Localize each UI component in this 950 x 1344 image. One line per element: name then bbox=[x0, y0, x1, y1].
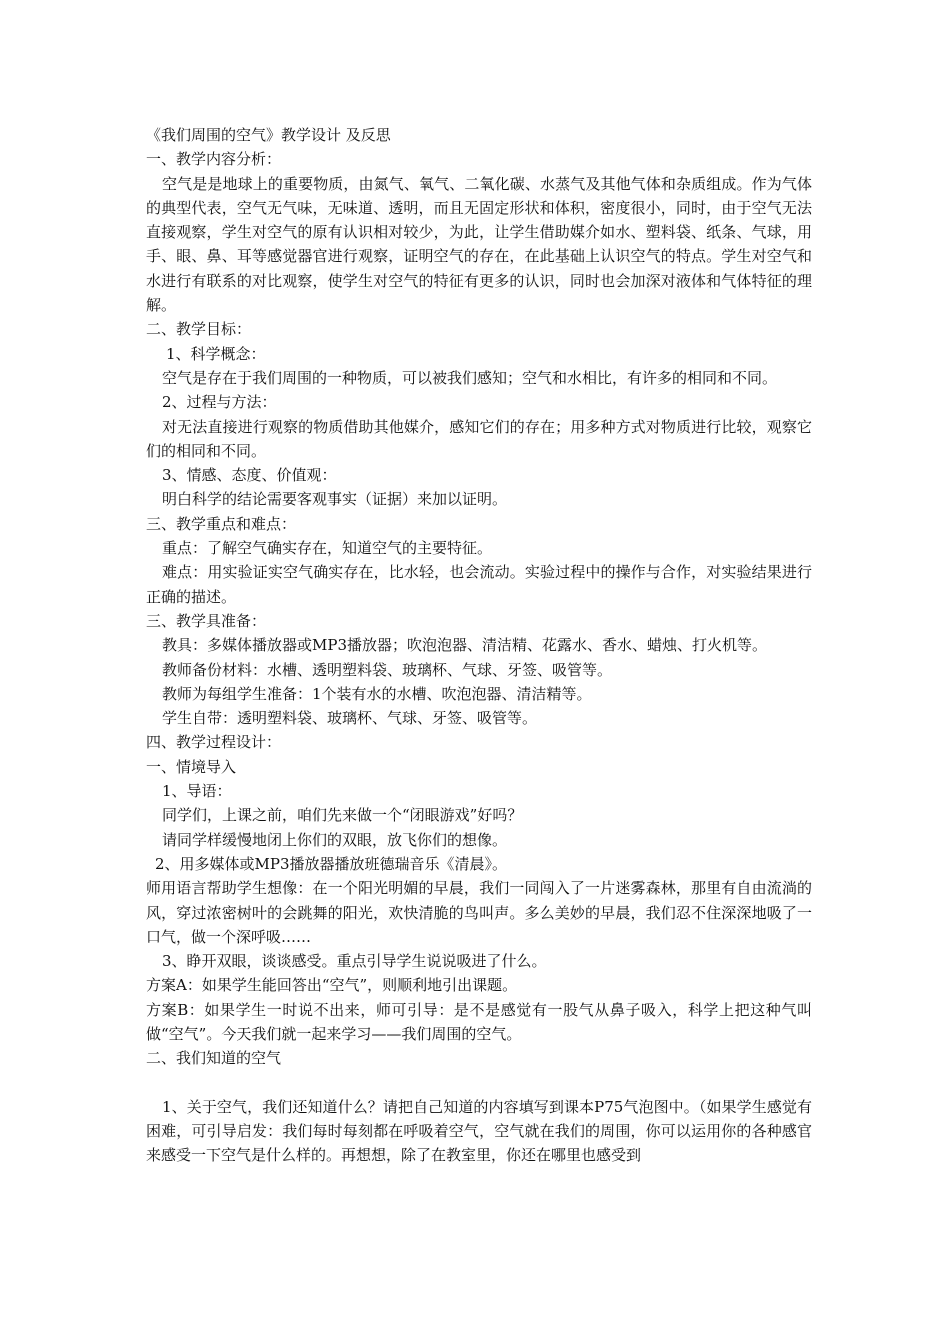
document-paragraph: 三、教学具准备： bbox=[146, 611, 267, 630]
document-paragraph: 1、关于空气，我们还知道什么？请把自己知道的内容填写到课本P75气泡图中。（如果学生感觉有困难，可引导启发：我们每时每刻都在呼吸着空气，空气就在我们的周围，你可以运用你的各种感官来感受一下空气是什么样的。再想想，除了在教室里，你还在哪里也感受到 bbox=[146, 1097, 812, 1165]
document-paragraph: 3、睁开双眼，谈谈感受。重点引导学生说说吸进了什么。 bbox=[162, 952, 547, 971]
document-paragraph: 1、导语： bbox=[162, 782, 232, 801]
document-paragraph: 重点：了解空气确实存在，知道空气的主要特征。 bbox=[162, 539, 493, 558]
document-paragraph: 教师备份材料：水槽、透明塑料袋、玻璃杯、气球、牙签、吸管等。 bbox=[162, 660, 613, 679]
document-paragraph: 教具：多媒体播放器或MP3播放器；吹泡泡器、清洁精、花露水、香水、蜡烛、打火机等。 bbox=[162, 636, 767, 655]
document-paragraph: 2、过程与方法： bbox=[162, 393, 277, 412]
document-body bbox=[146, 123, 812, 1168]
document-paragraph: 2、用多媒体或MP3播放器播放班德瑞音乐《清晨》。 bbox=[155, 854, 508, 873]
document-paragraph: 学生自带：透明塑料袋、玻璃杯、气球、牙签、吸管等。 bbox=[162, 709, 538, 728]
document-paragraph: 1、科学概念： bbox=[166, 344, 266, 363]
document-paragraph: 一、情境导入 bbox=[146, 757, 237, 776]
document-paragraph: 空气是是地球上的重要物质，由氮气、氧气、二氧化碳、水蒸气及其他气体和杂质组成。作为气体的典型代表，空气无气味，无味道、透明，而且无固定形状和体积，密度很小，同时，由于空气无法直接观察，学生对空气的原有认识相对较少，为此，让学生借助媒介如水、塑料袋、纸条、气球，用手、眼、鼻、耳等感觉器官进行观察，证明空气的存在，在此基础上认识空气的特点。学生对空气和水进行有联系的对比观察，使学生对空气的特征有更多的认识，同时也会加深对液体和气体特征的理解。 bbox=[146, 174, 812, 315]
document-paragraph: 教师为每组学生准备：1个装有水的水槽、吹泡泡器、清洁精等。 bbox=[162, 684, 592, 703]
document-paragraph: 空气是存在于我们周围的一种物质，可以被我们感知；空气和水相比，有许多的相同和不同。 bbox=[162, 368, 778, 387]
document-paragraph: 明白科学的结论需要客观事实（证据）来加以证明。 bbox=[162, 490, 508, 509]
document-paragraph: 同学们，上课之前，咱们先来做一个“闭眼游戏”好吗？ bbox=[162, 806, 523, 825]
document-paragraph: 师用语言帮助学生想像：在一个阳光明媚的早晨，我们一同闯入了一片迷雾森林，那里有自由流淌的风，穿过浓密树叶的会跳舞的阳光，欢快清脆的鸟叫声。多么美妙的早晨，我们忍不住深深地吸了一口气，做一个深呼吸…… bbox=[146, 879, 812, 946]
blank-line bbox=[146, 1071, 812, 1095]
document-paragraph: 3、情感、态度、价值观： bbox=[162, 466, 337, 485]
document-paragraph: 一、教学内容分析： bbox=[146, 150, 282, 169]
document-paragraph: 方案A：如果学生能回答出“空气”，则顺利地引出课题。 bbox=[146, 976, 518, 995]
document-paragraph: 对无法直接进行观察的物质借助其他媒介，感知它们的存在；用多种方式对物质进行比较，观察它们的相同和不同。 bbox=[146, 417, 812, 460]
document-paragraph: 四、教学过程设计： bbox=[146, 733, 282, 752]
document-paragraph: 三、教学重点和难点： bbox=[146, 514, 297, 533]
document-paragraph: 二、教学目标： bbox=[146, 320, 252, 339]
document-paragraph: 难点：用实验证实空气确实存在，比水轻，也会流动。实验过程中的操作与合作，对实验结果进行正确的描述。 bbox=[146, 563, 812, 606]
document-paragraph: 请同学样缓慢地闭上你们的双眼，放飞你们的想像。 bbox=[162, 830, 508, 849]
document-paragraph: 方案B：如果学生一时说不出来，师可引导：是不是感觉有一股气从鼻子吸入，科学上把这种气叫做“空气”。今天我们就一起来学习——我们周围的空气。 bbox=[146, 1000, 812, 1043]
document-paragraph: 二、我们知道的空气 bbox=[146, 1049, 282, 1068]
document-title: 《我们周围的空气》教学设计 及反思 bbox=[146, 126, 391, 144]
